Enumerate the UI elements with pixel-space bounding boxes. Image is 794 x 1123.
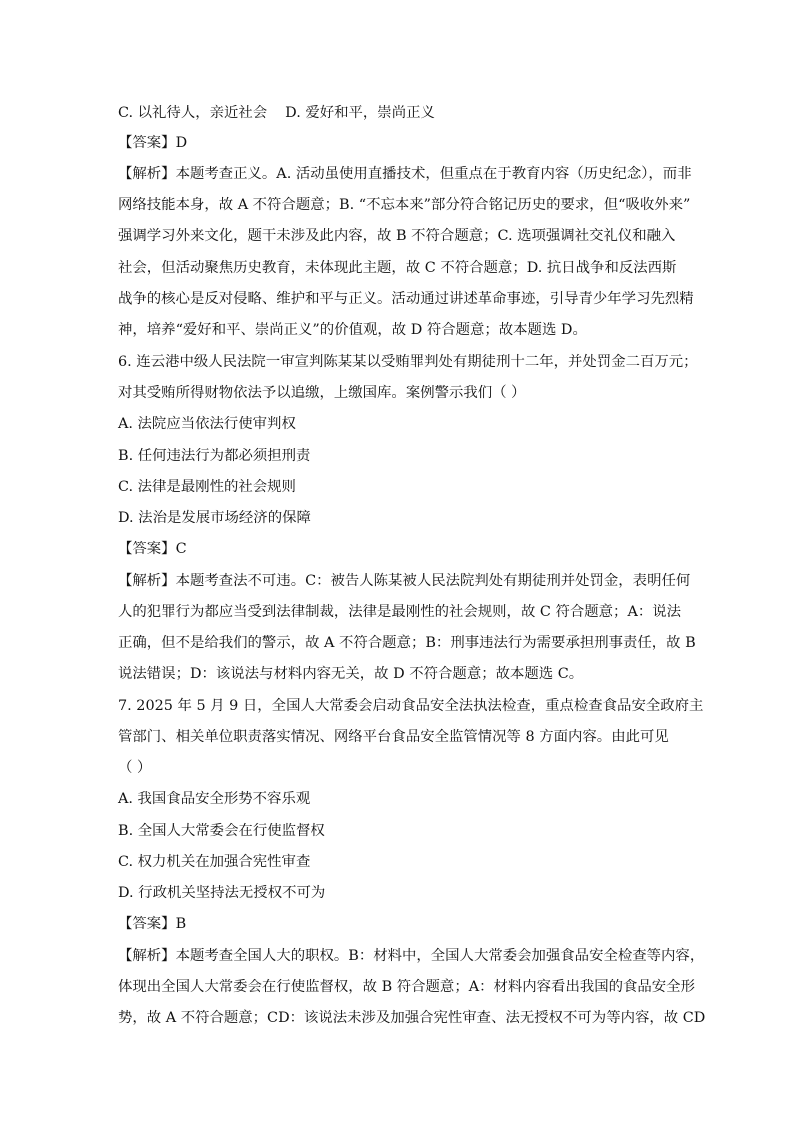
analysis-line: 【解析】本题考查全国人大的职权。B：材料中，全国人大常委会加强食品安全检查等内容， — [118, 948, 705, 964]
analysis-line: 【解析】本题考查正义。A. 活动虽使用直播技术，但重点在于教育内容（历史纪念），而非 — [118, 166, 692, 182]
analysis-line: 势，故 A 不符合题意；CD：该说法未涉及加强合宪性审查、法无授权不可为等内容，故 CD — [118, 1010, 706, 1026]
question-6-stem: 6. 连云港中级人民法院一审宣判陈某某以受贿罪判处有期徒刑十二年，并处罚金二百万元； — [118, 354, 698, 370]
answer-line: 【答案】D — [118, 135, 188, 151]
question-6-option-c: C. 法律是最刚性的社会规则 — [118, 479, 296, 495]
analysis-line: 社会，但活动聚焦历史教育，未体现此主题，故 C 不符合题意；D. 抗日战争和反法西斯 — [118, 260, 677, 276]
analysis-line: 网络技能本身，故 A 不符合题意；B. “不忘本来”部分符合铭记历史的要求，但“吸收外来” — [118, 197, 691, 213]
question-7-stem: 管部门、相关单位职责落实情况、网络平台食品安全监管情况等 8 方面内容。由此可见 — [118, 729, 669, 745]
question-7-stem: 7. 2025 年 5 月 9 日，全国人大常委会启动食品安全法执法检查，重点检查食品安全政府主 — [118, 698, 704, 714]
question-7-option-b: B. 全国人大常委会在行使监督权 — [118, 823, 325, 839]
analysis-line: 说法错误；D：该说法与材料内容无关，故 D 不符合题意；故本题选 C。 — [118, 666, 584, 682]
question-6-option-a: A. 法院应当依法行使审判权 — [118, 416, 296, 432]
question-7-blank: （ ） — [118, 760, 152, 776]
answer-line: 【答案】C — [118, 541, 187, 557]
analysis-line: 正确，但不是给我们的警示，故 A 不符合题意；B：刑事违法行为需要承担刑事责任，故 B — [118, 635, 696, 651]
analysis-line: 强调学习外来文化，题干未涉及此内容，故 B 不符合题意；C. 选项强调社交礼仪和融入 — [118, 228, 676, 244]
option-c-text: C. 以礼待人，亲近社会 — [118, 105, 268, 121]
option-c-line — [118, 103, 435, 123]
analysis-line: 体现出全国人大常委会在行使监督权，故 B 符合题意；A：材料内容看出我国的食品安全形 — [118, 979, 695, 995]
answer-line: 【答案】B — [118, 916, 187, 932]
question-7-option-c: C. 权力机关在加强合宪性审查 — [118, 854, 311, 870]
question-7-option-d: D. 行政机关坚持法无授权不可为 — [118, 885, 326, 901]
analysis-line: 神，培养“爱好和平、崇尚正义”的价值观，故 D 符合题意；故本题选 D。 — [118, 322, 587, 338]
analysis-line: 人的犯罪行为都应当受到法律制裁，法律是最刚性的社会规则，故 C 符合题意；A：说法 — [118, 604, 682, 620]
analysis-line: 【解析】本题考查法不可违。C：被告人陈某被人民法院判处有期徒刑并处罚金，表明任何 — [118, 573, 691, 589]
option-d-text: D. 爱好和平，崇尚正义 — [285, 105, 435, 121]
question-7-option-a: A. 我国食品安全形势不容乐观 — [118, 791, 311, 807]
question-6-option-b: B. 任何违法行为都必须担刑责 — [118, 448, 311, 464]
question-6-stem: 对其受贿所得财物依法予以追缴，上缴国库。案例警示我们（ ） — [118, 385, 526, 401]
analysis-line: 战争的核心是反对侵略、维护和平与正义。活动通过讲述革命事迹，引导青少年学习先烈精 — [118, 291, 694, 307]
question-6-option-d: D. 法治是发展市场经济的保障 — [118, 510, 311, 526]
